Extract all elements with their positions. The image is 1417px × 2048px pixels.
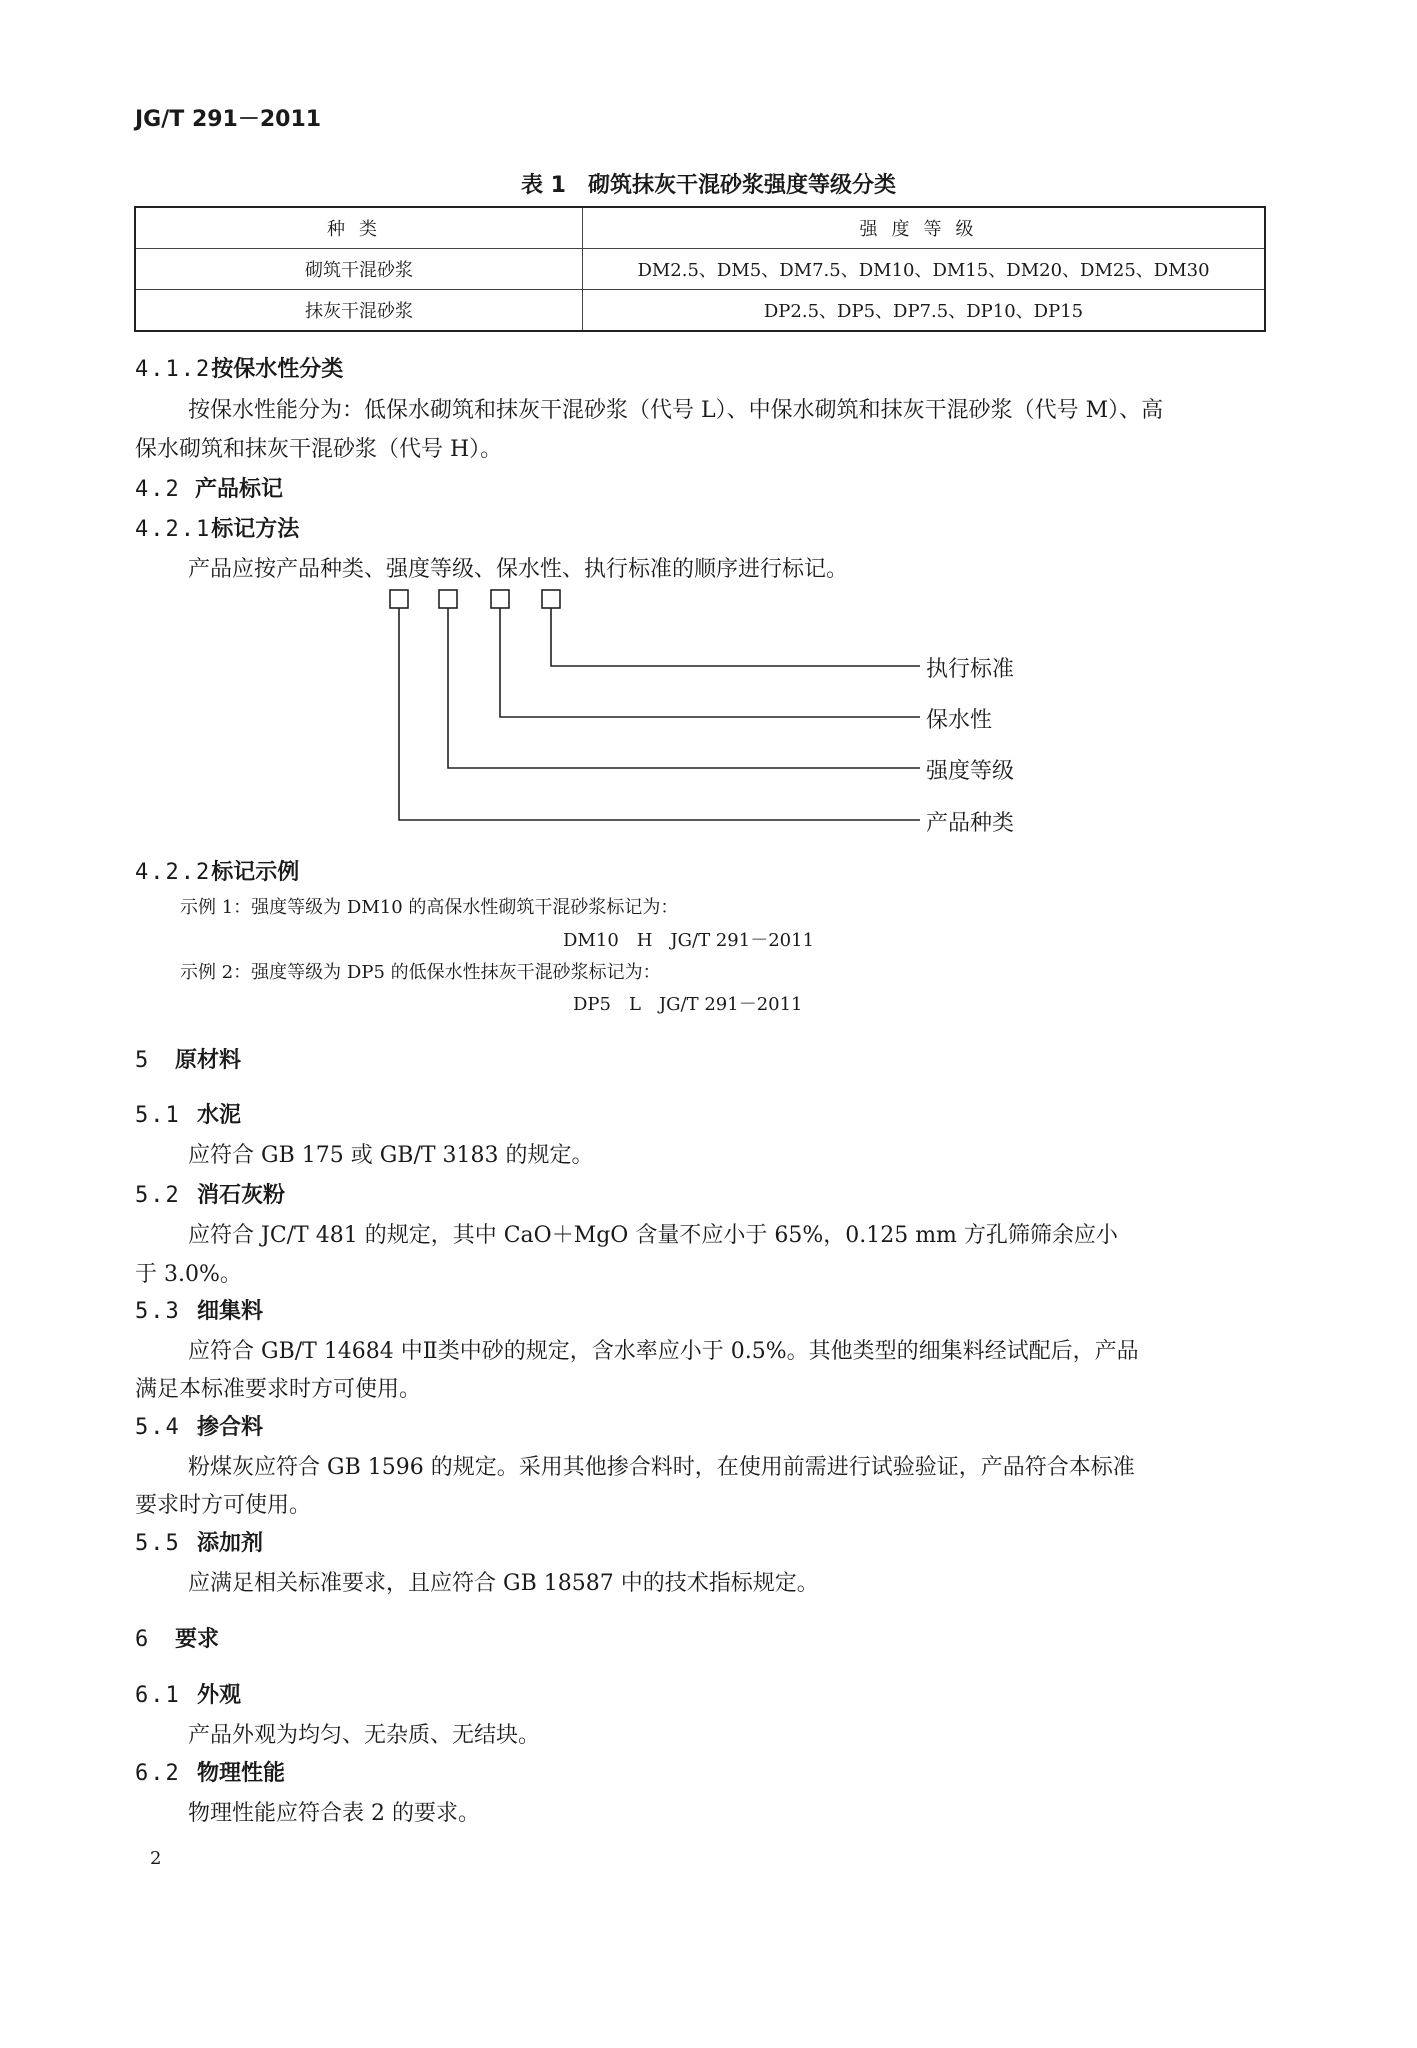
page-number: 2 bbox=[150, 1848, 162, 1869]
section-number: 5.3 bbox=[135, 1299, 181, 1324]
table-header-row bbox=[135, 207, 1265, 249]
document-code: JG/T 291－2011 bbox=[135, 107, 322, 132]
section-number: 4.2.1 bbox=[135, 517, 212, 542]
section-heading-6-2 bbox=[135, 1756, 285, 1787]
paragraph: 保水砌筑和抹灰干混砂浆（代号 H）。 bbox=[135, 437, 503, 462]
section-heading-4-2-2 bbox=[135, 855, 299, 886]
section-heading-4-1-2 bbox=[135, 352, 343, 383]
section-number: 5.2 bbox=[135, 1183, 181, 1208]
section-title: 消石灰粉 bbox=[197, 1183, 286, 1208]
example-1-text: 示例 1：强度等级为 DM10 的高保水性砌筑干混砂浆标记为： bbox=[180, 897, 679, 918]
paragraph: 应符合 GB/T 14684 中Ⅱ类中砂的规定，含水率应小于 0.5%。其他类型的细集料经试配后，产品 bbox=[188, 1339, 1139, 1364]
section-heading-6-1 bbox=[135, 1678, 241, 1709]
table-cell: 砌筑干混砂浆 bbox=[135, 249, 583, 290]
section-heading-5-1 bbox=[135, 1098, 241, 1129]
paragraph: 要求时方可使用。 bbox=[135, 1493, 312, 1518]
section-heading-6 bbox=[135, 1622, 219, 1653]
marking-diagram bbox=[372, 580, 1092, 840]
paragraph: 满足本标准要求时方可使用。 bbox=[135, 1377, 422, 1402]
example-2-mark: DP5 L JG/T 291－2011 bbox=[573, 994, 803, 1015]
table-header-type: 种类 bbox=[135, 207, 583, 249]
section-heading-5-3 bbox=[135, 1294, 263, 1325]
section-title: 按保水性分类 bbox=[211, 357, 344, 382]
section-title: 细集料 bbox=[197, 1299, 264, 1324]
paragraph: 应符合 GB 175 或 GB/T 3183 的规定。 bbox=[188, 1143, 594, 1168]
table-cell: DP2.5、DP5、DP7.5、DP10、DP15 bbox=[583, 290, 1266, 332]
section-heading-5 bbox=[135, 1043, 241, 1074]
section-title: 标记示例 bbox=[211, 860, 300, 885]
section-heading-5-5 bbox=[135, 1526, 263, 1557]
section-title: 水泥 bbox=[197, 1103, 242, 1128]
paragraph: 粉煤灰应符合 GB 1596 的规定。采用其他掺合料时，在使用前需进行试验验证，产品符合本标准 bbox=[188, 1455, 1135, 1480]
section-number: 4.2.2 bbox=[135, 860, 212, 885]
table-cell: DM2.5、DM5、DM7.5、DM10、DM15、DM20、DM25、DM30 bbox=[583, 249, 1266, 290]
table-row bbox=[135, 249, 1265, 290]
diagram-label-strength-grade: 强度等级 bbox=[926, 759, 1015, 784]
placeholder-box bbox=[390, 590, 408, 608]
diagram-label-standard: 执行标准 bbox=[926, 657, 1015, 682]
table-row bbox=[135, 290, 1265, 332]
paragraph: 于 3.0%。 bbox=[135, 1262, 242, 1287]
placeholder-box bbox=[491, 590, 509, 608]
paragraph: 产品应按产品种类、强度等级、保水性、执行标准的顺序进行标记。 bbox=[188, 557, 849, 582]
section-title: 物理性能 bbox=[197, 1761, 286, 1786]
section-title: 掺合料 bbox=[197, 1415, 264, 1440]
placeholder-box bbox=[439, 590, 457, 608]
section-number: 5.1 bbox=[135, 1103, 181, 1128]
section-number: 5.5 bbox=[135, 1531, 181, 1556]
table-cell: 抹灰干混砂浆 bbox=[135, 290, 583, 332]
section-number: 6.1 bbox=[135, 1683, 181, 1708]
paragraph: 应满足相关标准要求，且应符合 GB 18587 中的技术指标规定。 bbox=[188, 1571, 819, 1596]
paragraph: 产品外观为均匀、无杂质、无结块。 bbox=[188, 1723, 541, 1748]
placeholder-box bbox=[542, 590, 560, 608]
table-header-grade: 强度等级 bbox=[583, 207, 1266, 249]
section-number: 6 bbox=[135, 1627, 151, 1652]
section-number: 5.4 bbox=[135, 1415, 181, 1440]
section-heading-4-2 bbox=[135, 472, 283, 503]
paragraph: 物理性能应符合表 2 的要求。 bbox=[188, 1801, 480, 1826]
section-title: 添加剂 bbox=[197, 1531, 264, 1556]
diagram-label-product-type: 产品种类 bbox=[926, 811, 1015, 836]
section-title: 标记方法 bbox=[211, 517, 300, 542]
table-1-caption: 表 1 砌筑抹灰干混砂浆强度等级分类 bbox=[521, 173, 896, 198]
paragraph: 应符合 JC/T 481 的规定，其中 CaO＋MgO 含量不应小于 65%，0.125 mm 方孔筛筛余应小 bbox=[188, 1223, 1118, 1248]
strength-grade-table bbox=[134, 206, 1266, 332]
section-number: 6.2 bbox=[135, 1761, 181, 1786]
example-1-mark: DM10 H JG/T 291－2011 bbox=[563, 930, 815, 951]
section-heading-5-4 bbox=[135, 1410, 263, 1441]
section-number: 5 bbox=[135, 1048, 151, 1073]
section-title: 原材料 bbox=[175, 1048, 242, 1073]
section-number: 4.2 bbox=[135, 477, 181, 502]
section-number: 4.1.2 bbox=[135, 357, 212, 382]
section-title: 产品标记 bbox=[195, 477, 284, 502]
diagram-label-water-retention: 保水性 bbox=[926, 708, 993, 733]
section-title: 要求 bbox=[175, 1627, 220, 1652]
section-title: 外观 bbox=[197, 1683, 242, 1708]
section-heading-4-2-1 bbox=[135, 512, 299, 543]
section-heading-5-2 bbox=[135, 1178, 285, 1209]
example-2-text: 示例 2：强度等级为 DP5 的低保水性抹灰干混砂浆标记为： bbox=[180, 962, 661, 983]
paragraph: 按保水性能分为：低保水砌筑和抹灰干混砂浆（代号 L）、中保水砌筑和抹灰干混砂浆（代号 M）、高 bbox=[188, 398, 1164, 423]
